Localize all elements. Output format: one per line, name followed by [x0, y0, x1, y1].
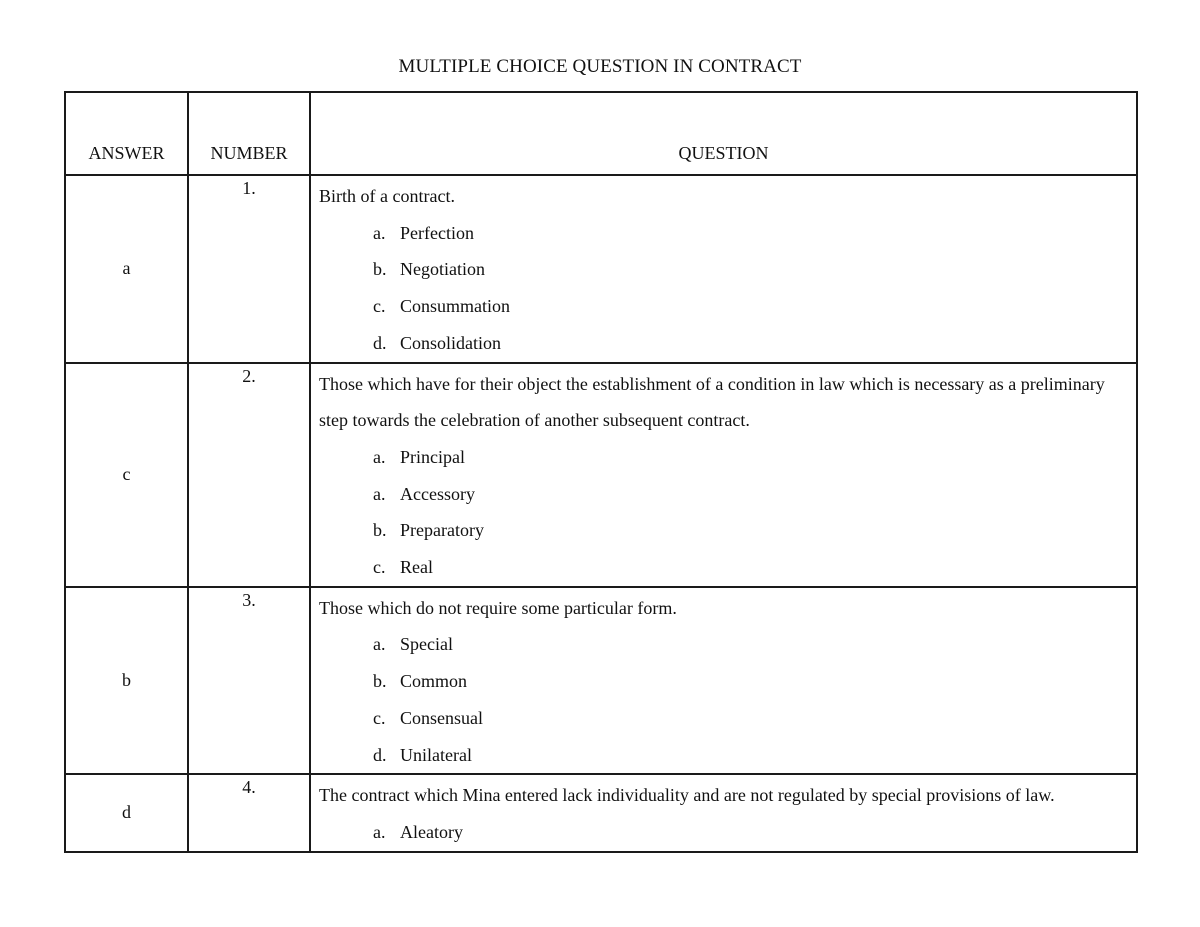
choice-item	[319, 700, 1130, 737]
table-row	[65, 363, 1137, 587]
choice-list	[319, 626, 1130, 773]
table-row	[65, 175, 1137, 363]
choice-letter: c.	[373, 707, 386, 728]
choice-item	[319, 439, 1130, 476]
choice-text: Consummation	[400, 296, 511, 317]
choice-list	[319, 814, 1130, 851]
choice-letter: b.	[373, 671, 387, 692]
header-question: QUESTION	[310, 92, 1137, 175]
header-answer: ANSWER	[65, 92, 188, 175]
choice-letter: b.	[373, 520, 387, 541]
choice-item	[319, 215, 1130, 252]
choice-list	[319, 215, 1130, 362]
choice-letter: a.	[373, 446, 386, 467]
table-body	[65, 175, 1137, 852]
choice-letter: d.	[373, 744, 387, 765]
question-stem: Birth of a contract.	[319, 186, 455, 206]
choice-letter: c.	[373, 296, 386, 317]
choice-text: Common	[400, 671, 468, 692]
answer-cell: b	[65, 587, 188, 775]
question-stem: Those which do not require some particular form.	[319, 597, 677, 618]
choice-letter: d.	[373, 332, 387, 353]
choice-item	[319, 476, 1130, 513]
choice-text: Unilateral	[400, 744, 472, 765]
choice-letter: c.	[373, 557, 386, 578]
choice-letter: a.	[373, 483, 386, 504]
choice-item	[319, 549, 1130, 586]
answer-cell: a	[65, 175, 188, 363]
choice-item	[319, 626, 1130, 663]
choice-item	[319, 512, 1130, 549]
question-stem: The contract which Mina entered lack individuality and are not regulated by special provisions of law.	[319, 785, 1055, 806]
choice-letter: b.	[373, 259, 387, 280]
page-title: MULTIPLE CHOICE QUESTION IN CONTRACT	[398, 56, 802, 77]
question-cell	[310, 587, 1137, 775]
question-table	[64, 91, 1138, 853]
choice-item	[319, 663, 1130, 700]
choice-item	[319, 814, 1130, 851]
question-cell	[310, 175, 1137, 363]
choice-text: Principal	[400, 446, 465, 467]
choice-list	[319, 439, 1130, 586]
table-header-row	[65, 92, 1137, 175]
number-cell: 3.	[188, 587, 310, 775]
question-stem: Those which have for their object the establishment of a condition in law which is necessary as a preliminary step towards the celebration of another subsequent contract.	[319, 373, 1105, 431]
choice-letter: a.	[373, 821, 386, 842]
choice-text: Special	[400, 634, 453, 655]
choice-text: Accessory	[400, 483, 475, 504]
choice-item	[319, 288, 1130, 325]
answer-cell: c	[65, 363, 188, 587]
choice-letter: a.	[373, 634, 386, 655]
header-number: NUMBER	[188, 92, 310, 175]
question-cell	[310, 363, 1137, 587]
choice-text: Negotiation	[400, 259, 485, 280]
choice-text: Aleatory	[400, 821, 463, 842]
choice-text: Perfection	[400, 222, 474, 243]
table-row	[65, 774, 1137, 851]
question-cell	[310, 774, 1137, 851]
choice-item	[319, 737, 1130, 774]
choice-text: Consensual	[400, 707, 483, 728]
number-cell: 4.	[188, 774, 310, 851]
table-row	[65, 587, 1137, 775]
answer-cell: d	[65, 774, 188, 851]
number-cell: 1.	[188, 175, 310, 363]
choice-item	[319, 325, 1130, 362]
choice-text: Real	[400, 557, 433, 578]
choice-item	[319, 251, 1130, 288]
number-cell: 2.	[188, 363, 310, 587]
choice-text: Consolidation	[400, 332, 502, 353]
choice-text: Preparatory	[400, 520, 484, 541]
choice-letter: a.	[373, 222, 386, 243]
